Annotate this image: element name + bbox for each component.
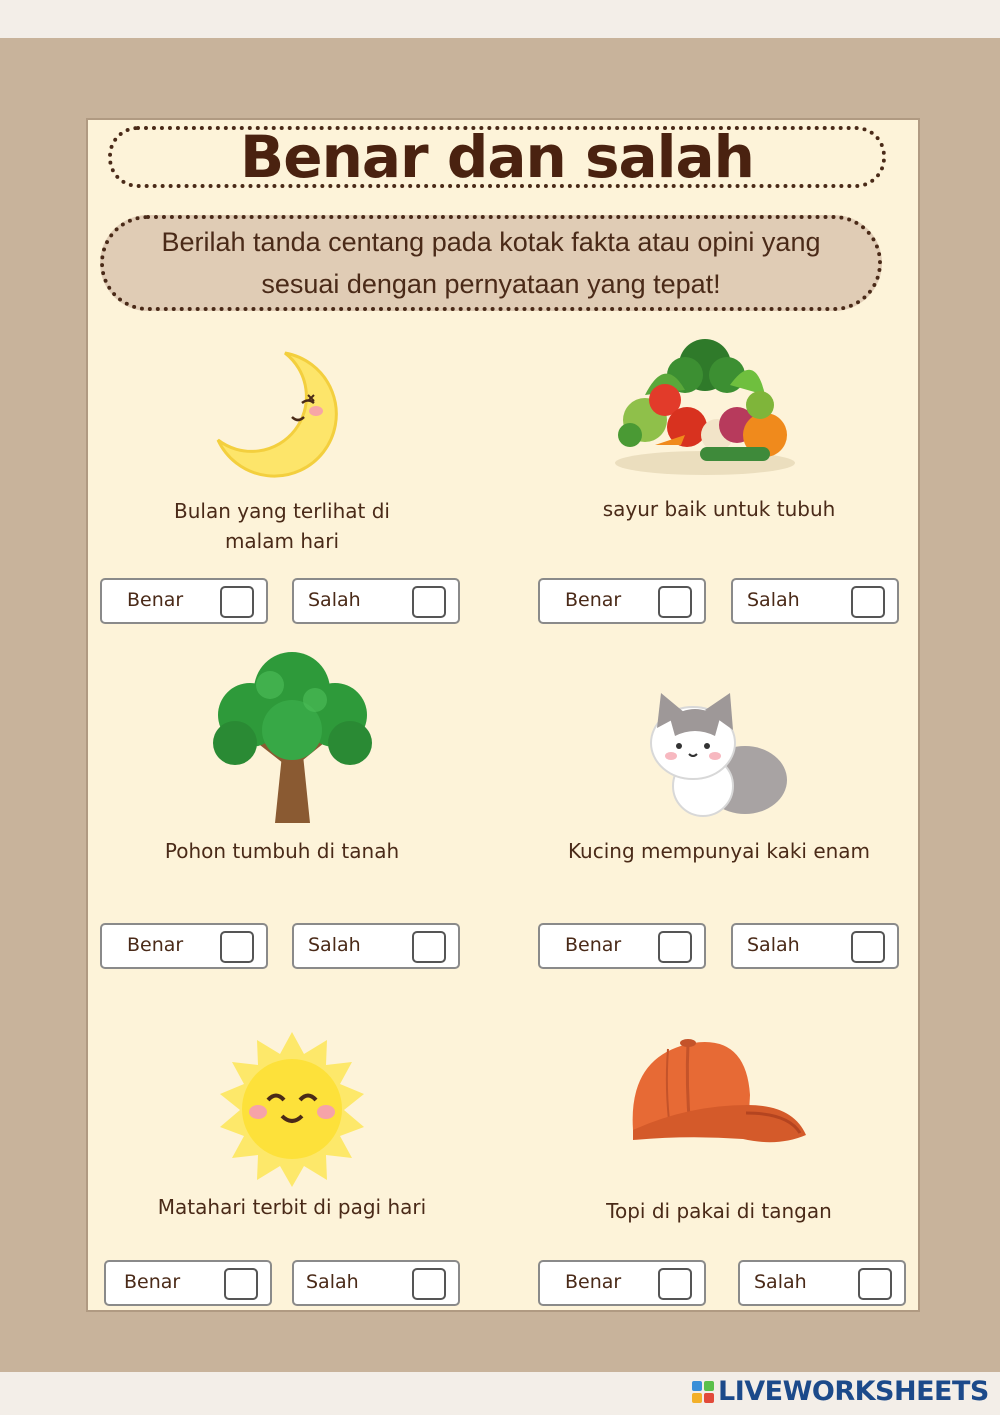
false-option-2[interactable]: [731, 578, 899, 624]
false-option-1[interactable]: [292, 578, 460, 624]
true-option-1[interactable]: [100, 578, 268, 624]
true-option-5[interactable]: [104, 1260, 272, 1306]
statement-4: Kucing mempunyai kaki enam: [567, 839, 871, 863]
false-checkbox-5[interactable]: [412, 1268, 446, 1300]
instruction-banner: [100, 215, 882, 311]
true-option-3[interactable]: [100, 923, 268, 969]
true-checkbox-6[interactable]: [658, 1268, 692, 1300]
false-option-3[interactable]: [292, 923, 460, 969]
crescent-moon-image: [210, 345, 350, 485]
false-label: Salah: [308, 934, 361, 956]
brand-name: LIVEWORKSHEETS: [718, 1376, 989, 1407]
page-title: Benar dan salah: [240, 123, 754, 191]
false-option-6[interactable]: [738, 1260, 906, 1306]
instruction-text: Berilah tanda centang pada kotak fakta atau opini yang sesuai dengan pernyataan yang tepat!: [161, 227, 821, 299]
false-option-4[interactable]: [731, 923, 899, 969]
false-checkbox-3[interactable]: [412, 931, 446, 963]
false-label: Salah: [306, 1271, 359, 1293]
true-option-2[interactable]: [538, 578, 706, 624]
false-option-5[interactable]: [292, 1260, 460, 1306]
cat-image: [645, 688, 795, 823]
statement-5: Matahari terbit di pagi hari: [157, 1195, 427, 1219]
false-label: Salah: [308, 589, 361, 611]
true-checkbox-2[interactable]: [658, 586, 692, 618]
true-label: Benar: [127, 934, 184, 956]
title-banner: [108, 123, 886, 191]
sun-image: [212, 1032, 372, 1187]
cap-image: [628, 1035, 810, 1155]
false-checkbox-2[interactable]: [851, 586, 885, 618]
true-checkbox-1[interactable]: [220, 586, 254, 618]
true-label: Benar: [565, 934, 622, 956]
true-option-4[interactable]: [538, 923, 706, 969]
vegetables-image: [605, 335, 805, 480]
false-checkbox-6[interactable]: [858, 1268, 892, 1300]
false-label: Salah: [754, 1271, 807, 1293]
true-label: Benar: [565, 589, 622, 611]
liveworksheets-brand[interactable]: [692, 1376, 989, 1407]
statement-6: Topi di pakai di tangan: [606, 1199, 832, 1223]
statement-1: Bulan yang terlihat di malam hari: [174, 499, 390, 553]
true-checkbox-3[interactable]: [220, 931, 254, 963]
top-band: [0, 0, 1000, 38]
true-label: Benar: [127, 589, 184, 611]
true-checkbox-4[interactable]: [658, 931, 692, 963]
statement-2: sayur baik untuk tubuh: [602, 497, 836, 521]
true-label: Benar: [124, 1271, 181, 1293]
false-label: Salah: [747, 934, 800, 956]
statement-3: Pohon tumbuh di tanah: [164, 839, 400, 863]
liveworksheets-logo-icon: [692, 1381, 714, 1403]
tree-image: [205, 645, 380, 830]
false-label: Salah: [747, 589, 800, 611]
true-label: Benar: [565, 1271, 622, 1293]
false-checkbox-4[interactable]: [851, 931, 885, 963]
false-checkbox-1[interactable]: [412, 586, 446, 618]
true-checkbox-5[interactable]: [224, 1268, 258, 1300]
true-option-6[interactable]: [538, 1260, 706, 1306]
